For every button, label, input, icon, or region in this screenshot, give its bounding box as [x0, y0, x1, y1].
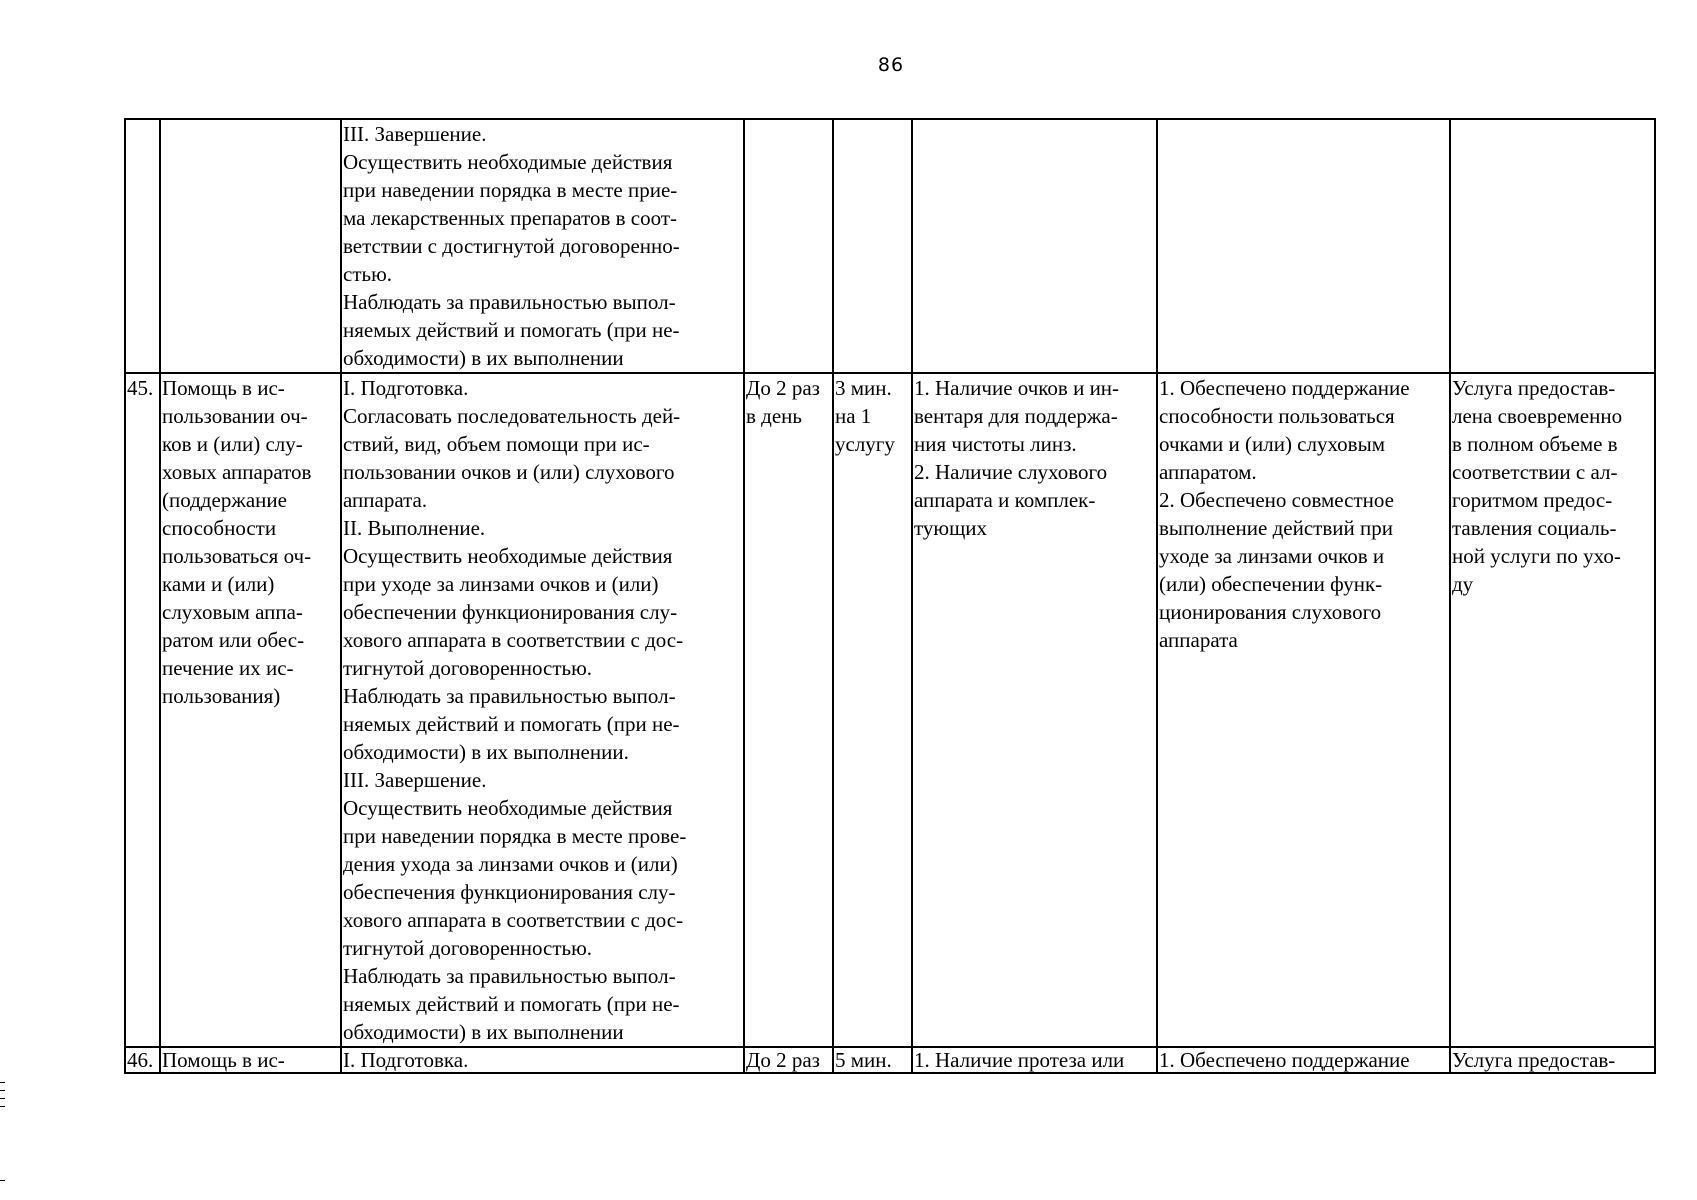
service-name: Помощь в ис- [160, 1047, 341, 1073]
service-conditions: 1. Наличие очков и ин- вентаря для поддержа- ния чистоты линз. 2. Наличие слухового аппарата и комплек- тующих [912, 373, 1157, 1047]
service-name: Помощь в ис- пользовании оч- ков и (или) слу- ховых аппаратов (поддержание способности пользоваться оч- ками и (или) слуховым аппа- ратом или обес- печение их ис- пользования) [160, 373, 341, 1047]
service-content: I. Подготовка. Согласовать последовательность дей- ствий, вид, объем помощи при ис- пользовании очков и (или) слухового аппарата. II. Выполнение. Осуществить необходимые действия при уходе за линзами очков и (или) обеспечении функционирования слу- хового аппарата в соответствии с дос- тигнутой договоренностью. Наблюдать за правильностью выпол- няемых действий и помогать (при не- обходимости) в их выполнении. III. Завершение. Осуществить необходимые действия при наведении порядка в месте прове- дения ухода за линзами очков и (или) обеспечения функционирования слу- хового аппарата в соответствии с дос- тигнутой договоренностью. Наблюдать за правильностью выпол- няемых действий и помогать (при не- обходимости) в их выполнении [341, 373, 744, 1047]
service-quality [1450, 119, 1655, 373]
service-frequency [744, 119, 833, 373]
service-conditions [912, 119, 1157, 373]
table-row [125, 1047, 1655, 1073]
service-name [160, 119, 341, 373]
service-frequency: До 2 раз [744, 1047, 833, 1073]
service-content: III. Завершение. Осуществить необходимые действия при наведении порядка в месте прие- ма лекарственных препаратов в соот- ветствии с достигнутой договоренно- стью. Наблюдать за правильностью выпол- няемых действий и помогать (при не- обходимости) в их выполнении [341, 119, 744, 373]
scan-margin-mark [0, 1106, 5, 1107]
table-row [125, 373, 1655, 1047]
page-number: 86 [877, 54, 905, 76]
row-number: 46. [125, 1047, 160, 1073]
service-result: 1. Обеспечено поддержание [1157, 1047, 1450, 1073]
scan-margin-mark [0, 1082, 5, 1083]
service-conditions: 1. Наличие протеза или [912, 1047, 1157, 1073]
service-time: 3 мин. на 1 услугу [833, 373, 912, 1047]
row-number [125, 119, 160, 373]
service-time: 5 мин. [833, 1047, 912, 1073]
service-time [833, 119, 912, 373]
scan-margin-mark [0, 1180, 5, 1181]
service-content: I. Подготовка. [341, 1047, 744, 1073]
service-result: 1. Обеспечено поддержание способности пользоваться очками и (или) слуховым аппаратом. 2. Обеспечено совместное выполнение действий при уходе за линзами очков и (или) обеспечении функ- ционирования слухового аппарата [1157, 373, 1450, 1047]
scan-margin-mark [0, 1090, 5, 1091]
scan-margin-mark [0, 1098, 5, 1099]
service-quality: Услуга предостав- [1450, 1047, 1655, 1073]
service-frequency: До 2 раз в день [744, 373, 833, 1047]
service-quality: Услуга предостав- лена своевременно в полном объеме в соответствии с ал- горитмом предос- тавления социаль- ной услуги по ухо- ду [1450, 373, 1655, 1047]
service-result [1157, 119, 1450, 373]
table-row [125, 119, 1655, 373]
row-number: 45. [125, 373, 160, 1047]
services-table [124, 118, 1656, 1074]
